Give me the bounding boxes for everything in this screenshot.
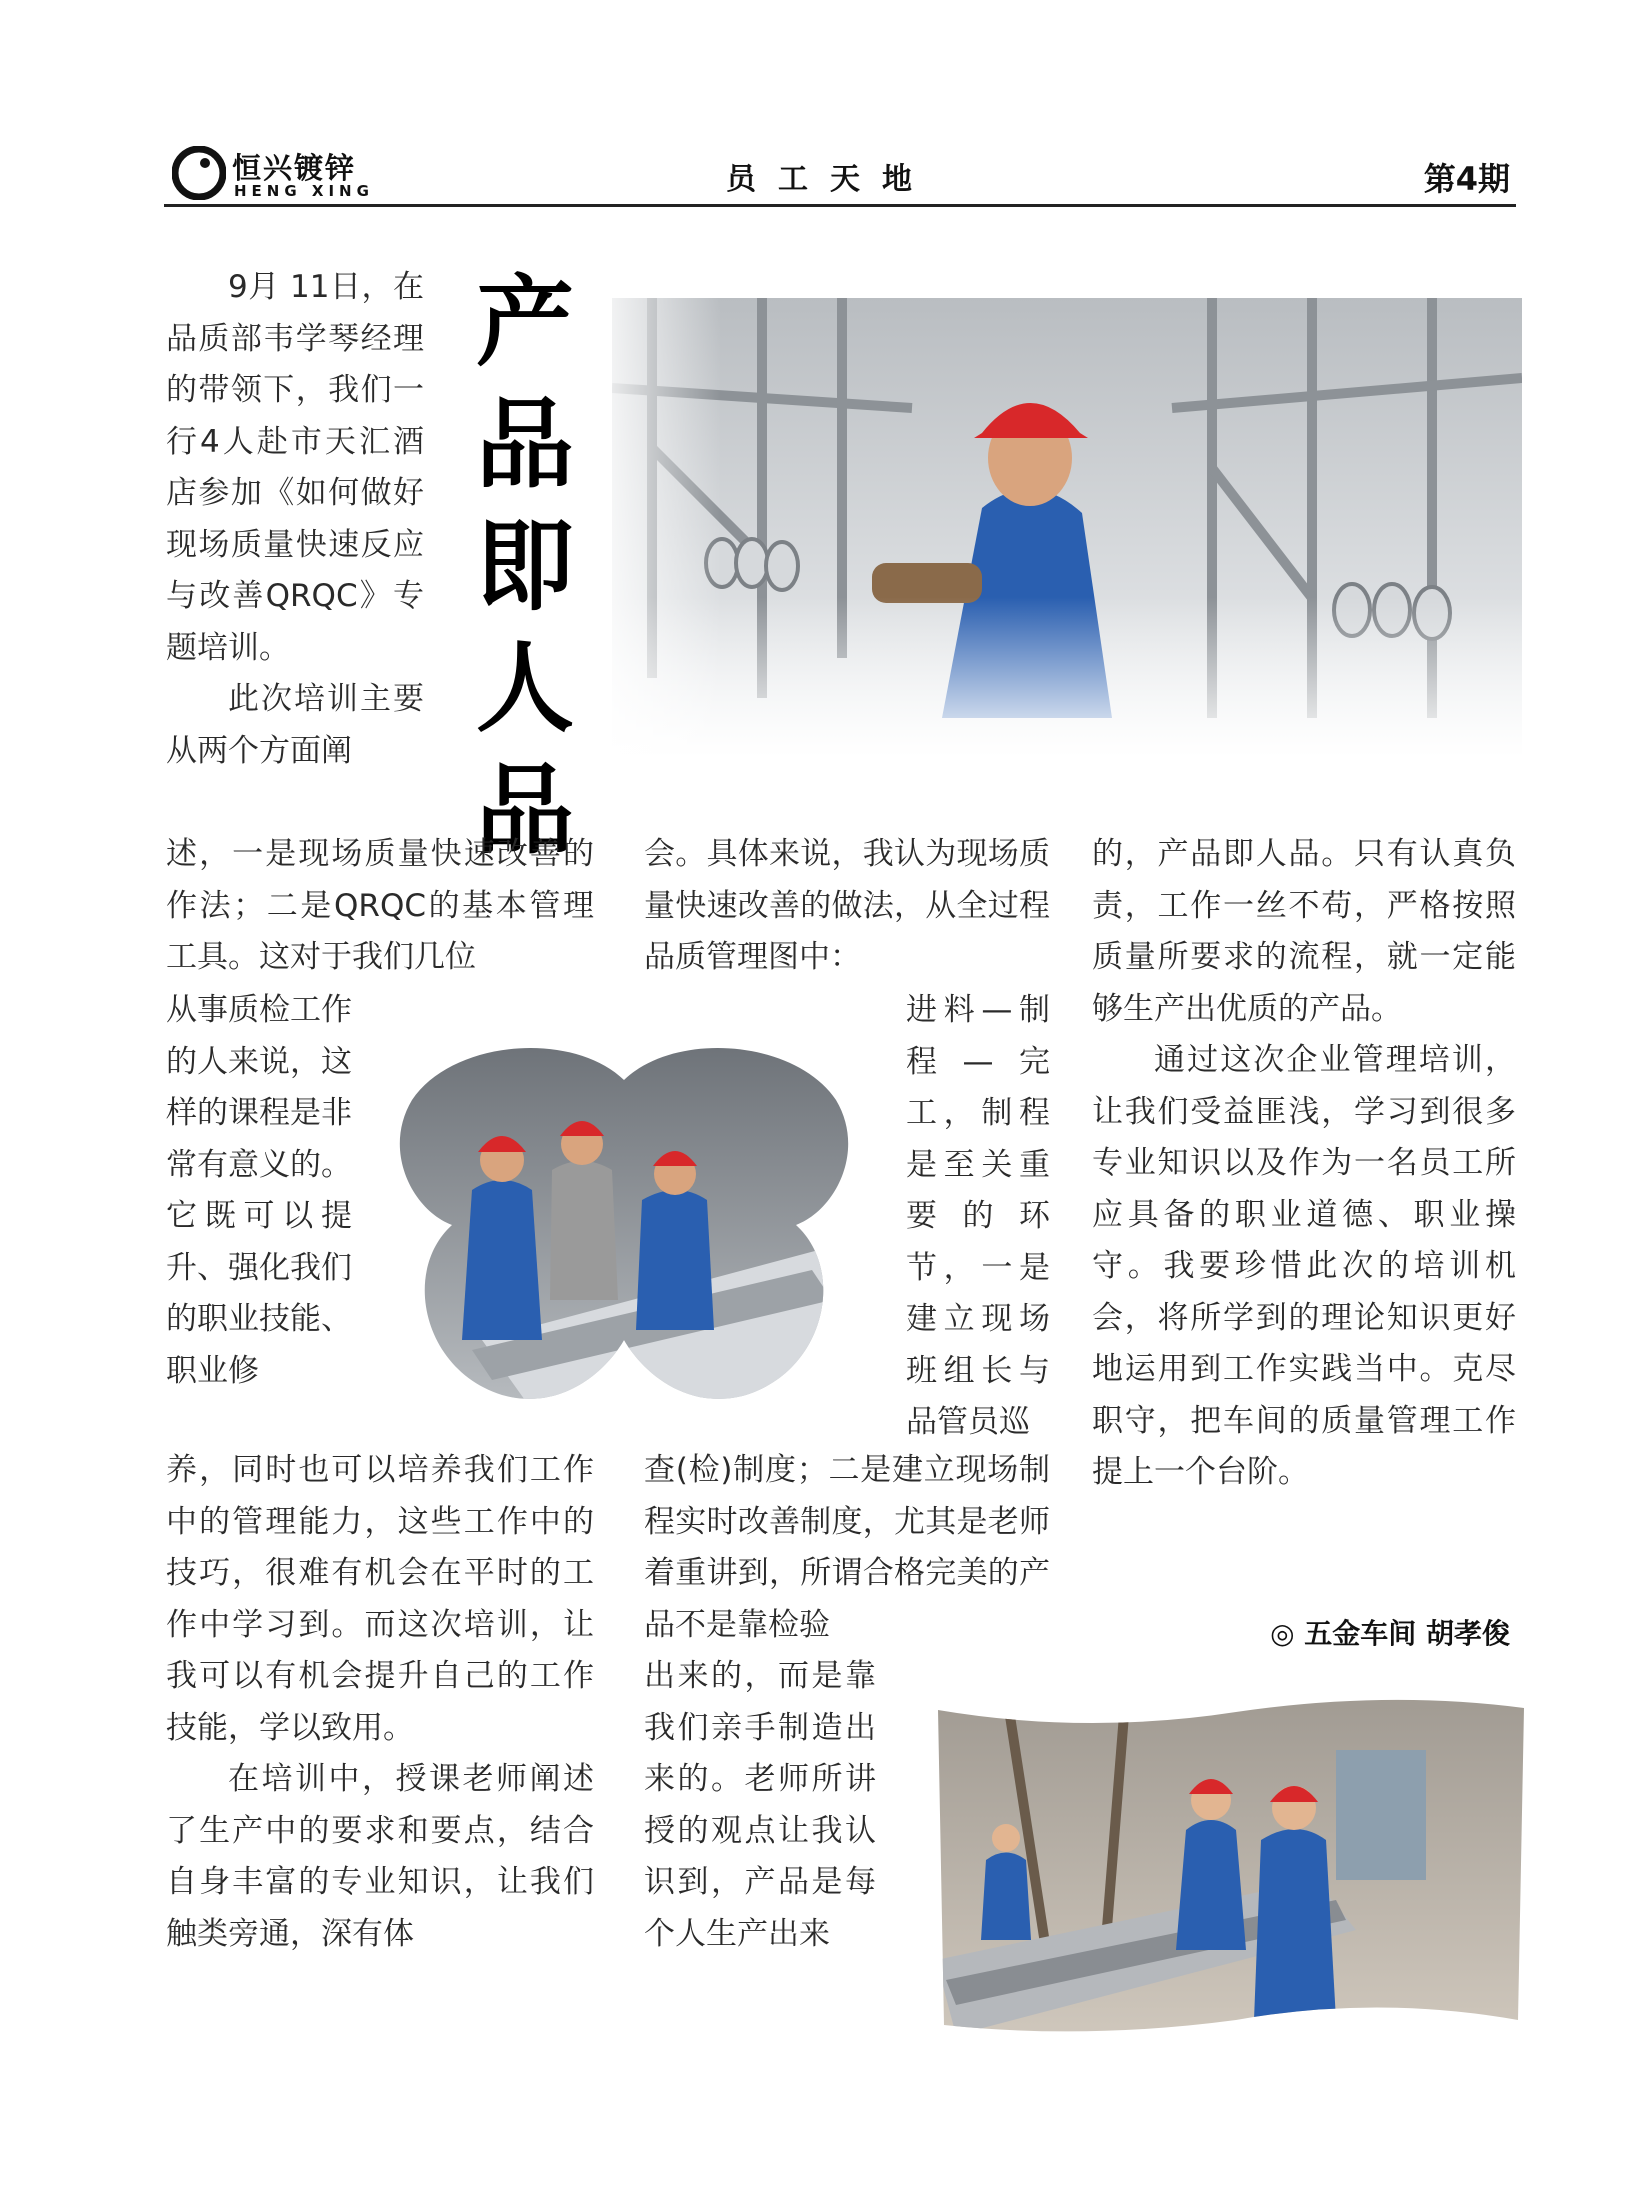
title-char: 产 xyxy=(475,265,574,380)
col1-mid-text: 述，一是现场质量快速改善的作法；二是QRQC的基本管理工具。这对于我们几位 xyxy=(166,836,594,975)
paragraph: 此次培训主要从两个方面阐 xyxy=(166,681,424,769)
logo-text-en: HENG XING xyxy=(234,182,374,200)
col1-bottom-text xyxy=(166,1445,594,1960)
col1-top-text xyxy=(166,262,424,777)
article-title xyxy=(470,262,580,872)
col2-mid-text: 查(检)制度；二是建立现场制程实时改善制度，尤其是老师着重讲到，所谓合格完美的产品不是靠检验 xyxy=(644,1452,1050,1643)
col2-bottom-text: 出来的，而是靠我们亲手制造出来的。老师所讲授的观点让我认识到，产品是每个人生产出来 xyxy=(644,1658,876,1952)
col2-top-text: 会。具体来说，我认为现场质量快速改善的做法，从全过程品质管理图中： xyxy=(644,836,1050,975)
logo-mark-icon xyxy=(172,146,226,200)
photo-worker-steel-frames xyxy=(612,298,1522,758)
title-char: 即 xyxy=(475,509,574,624)
title-char: 人 xyxy=(475,631,574,746)
logo-text-cn: 恒兴镀锌 xyxy=(232,151,357,185)
paragraph: 9月 11日，在品质部韦学琴经理的带领下，我们一行4人赴市天汇酒店参加《如何做好现场质量快速反应与改善QRQC》专题培训。 xyxy=(166,269,424,666)
photo-workers-lifting-steel xyxy=(936,1690,1526,2035)
col2-narrow-text: 进料—制程—完工，制程是至关重要的环节，一是建立现场班组长与品管员巡 xyxy=(906,992,1050,1440)
paragraph: 在培训中，授课老师阐述了生产中的要求和要点，结合自身丰富的专业知识，让我们触类旁通，深有体 xyxy=(166,1761,594,1952)
paragraph: 的，产品即人品。只有认真负责，工作一丝不苟，严格按照质量所要求的流程，就一定能够生产出优质的产品。 xyxy=(1092,836,1516,1027)
section-title: 员工天地 xyxy=(726,162,934,197)
title-char: 品 xyxy=(475,387,574,502)
header-rule xyxy=(164,204,1516,207)
issue-number: 第4期 xyxy=(1423,160,1510,198)
author-byline: ◎ 五金车间 胡孝俊 xyxy=(1270,1617,1510,1650)
title-char: 品 xyxy=(475,753,574,868)
col3-text xyxy=(1092,829,1516,1499)
photo-three-inspectors xyxy=(392,1040,856,1410)
paragraph: 通过这次企业管理培训，让我们受益匪浅，学习到很多专业知识以及作为一名员工所应具备的职业道德、职业操守。我要珍惜此次的培训机会，将所学到的理论知识更好地运用到工作实践当中。克尽职守，把车间的质量管理工作提上一个台阶。 xyxy=(1092,1042,1516,1490)
col1-wrap-text: 从事质检工作的人来说，这样的课程是非常有意义的。它既可以提升、强化我们的职业技能、职业修 xyxy=(166,992,352,1389)
paragraph: 养，同时也可以培养我们工作中的管理能力，这些工作中的技巧，很难有机会在平时的工作中学习到。而这次培训，让我可以有机会提升自己的工作技能，学以致用。 xyxy=(166,1452,594,1746)
